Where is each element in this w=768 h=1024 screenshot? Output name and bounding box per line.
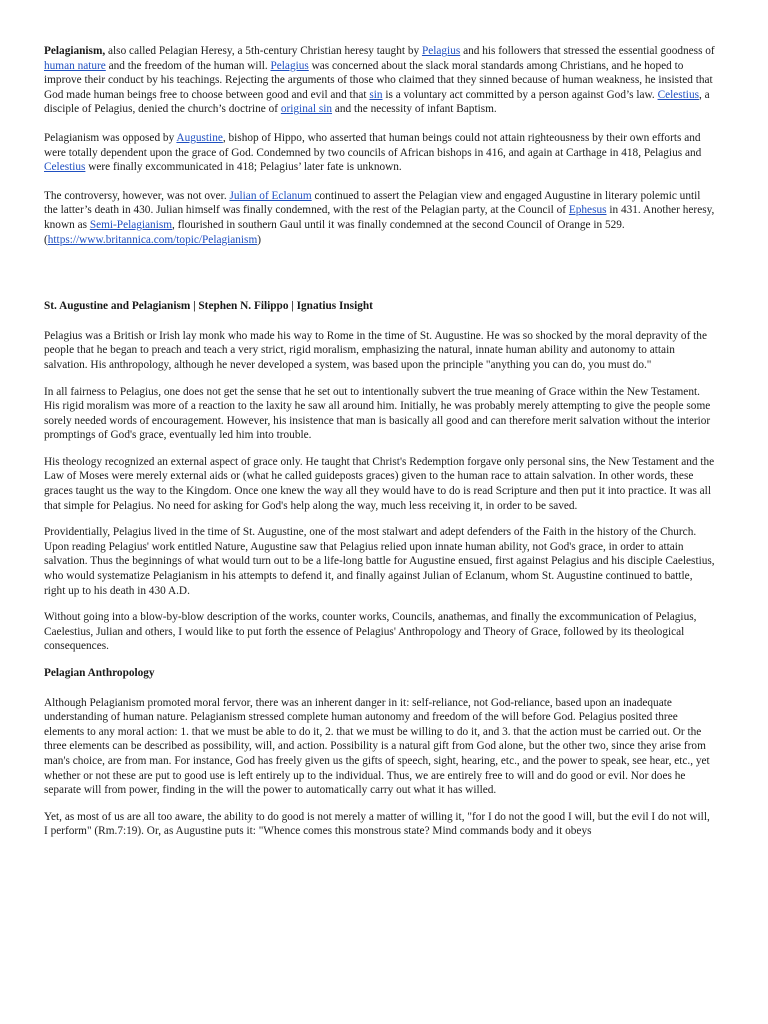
paragraph-filippo-3: His theology recognized an external aspect of grace only. He taught that Christ's Redemption forgave only personal sins, the New Testament and the Law of Moses were merely external aids or (what he called guideposts graces) given to the human race to attain salvation. In other words, these graces taught us the way to the Kingdom. Once one knew the way all they would have to do is read Scripture and then put it into practice. It was all that simple for Pelagius. No need for asking for God's help along the way, much less receiving it, in order to be saved. [44, 455, 715, 512]
text-segment: and his followers that stressed the essential goodness of [460, 45, 715, 57]
text-segment: The controversy, however, was not over. [44, 189, 230, 202]
paragraph-anthropology-1: Although Pelagianism promoted moral fervor, there was an inherent danger in it: self-reliance, not God-reliance, based upon an inadequate understanding of human nature. Pelagianism stressed complete human autonomy and freedom of the will before God. Pelagius posited three elements to any moral action: 1. that we must be able to do it, 2. that we must be willing to do it, and 3. that the action must be carried out. Or the three elements can be described as possibility, will, and action. Possibility is a natural gift from God alone, but the other two, since they arise from man's choice, are from man. For instance, God has freely given us the gifts of speech, sight, hearing, etc., and the power to speak, see hear, etc., yet whether or not these are put to good use is left entirely up to the individual. Thus, we are entirely free to will and do good or evil. Nor does he separate will from power, finding in the will the power to automatically carry out what it has willed. [44, 696, 710, 797]
paragraph-pelagianism-definition [44, 44, 716, 117]
section-heading-filippo: St. Augustine and Pelagianism | Stephen N. Filippo | Ignatius Insight [44, 300, 373, 313]
text-segment: also called Pelagian Heresy, a 5th-century Christian heresy taught by [105, 45, 422, 57]
text-segment: and the necessity of infant Baptism. [332, 103, 497, 116]
link-human-nature[interactable]: human nature [44, 59, 106, 72]
link-ephesus[interactable]: Ephesus [568, 204, 607, 217]
link-semi-pelagianism[interactable]: Semi-Pelagianism [89, 218, 173, 231]
section-heading-pelagian-anthropology: Pelagian Anthropology [44, 667, 155, 679]
section-spacer [44, 261, 716, 299]
link-celestius-2[interactable]: Celestius [44, 161, 86, 174]
text-segment: , flourished in southern Gaul until it was finally condemned at the second Council of Orange in 529. ( [44, 218, 625, 246]
text-segment: continued to assert the Pelagian view and engaged Augustine in literary polemic until the latter’s death in 430. Julian himself was finally condemned, with the rest of the Pelagian party, at the Council of [44, 189, 701, 217]
text-segment: ) [257, 233, 262, 246]
document-page [44, 44, 716, 851]
link-julian-of-eclanum[interactable]: Julian of Eclanum [229, 189, 312, 202]
paragraph-augustine-opposition [44, 131, 716, 175]
link-britannica-url[interactable]: https://www.britannica.com/topic/Pelagianism [47, 233, 258, 246]
term-pelagianism: Pelagianism, [44, 45, 106, 57]
text-segment: were finally excommunicated in 418; Pelagius’ later fate is unknown. [85, 161, 402, 174]
text-segment: in 431. Another heresy, known as [44, 204, 715, 231]
link-celestius[interactable]: Celestius [657, 88, 699, 101]
text-segment: and the freedom of the human will. [105, 59, 271, 72]
paragraph-filippo-1: Pelagius was a British or Irish lay monk who made his way to Rome in the time of St. Augustine. He was so shocked by the moral depravity of the people that he began to preach and teach a very strict, rigid moralism, emphasizing the natural, innate human ability and autonomy to attain salvation. His anthropology, although he never developed a system, was based upon the principle "anything you can do, you must do." [44, 329, 707, 371]
paragraph-filippo-5: Without going into a blow-by-blow description of the works, counter works, Councils, anathemas, and finally the excommunication of Pelagius, Caelestius, Julian and others, I would like to put forth the essence of Pelagius' Anthropology and Theory of Grace, followed by its theological consequences. [44, 611, 697, 653]
link-augustine[interactable]: Augustine [176, 131, 223, 144]
paragraph-anthropology-2: Yet, as most of us are all too aware, the ability to do good is not merely a matter of willing it, "for I do not the good I will, but the evil I do not will, I perform" (Rm.7:19). Or, as Augustine puts it: "Whence comes this monstrous state? Mind commands body and it obeys [44, 810, 710, 838]
link-pelagius[interactable]: Pelagius [421, 45, 461, 57]
link-original-sin[interactable]: original sin [280, 103, 333, 116]
link-pelagius-2[interactable]: Pelagius [270, 59, 309, 72]
paragraph-filippo-4: Providentially, Pelagius lived in the time of St. Augustine, one of the most stalwart and adept defenders of the Faith in the history of the Church. Upon reading Pelagius' work entitled Nature, Augustine saw that Pelagius relied upon innate human ability, not God's grace, in order to attain salvation. Thus the beginnings of what would turn out to be a life-long battle for Augustine ensued, first against Pelagius and his disciple Caelestius, who would systematize Pelagianism in his attempts to defend it, and finally against Julian of Eclanum, whom St. Augustine continued to battle, right up to his death in 430 A.D. [44, 526, 715, 597]
text-segment: Pelagianism was opposed by [44, 131, 177, 144]
paragraph-filippo-2: In all fairness to Pelagius, one does not get the sense that he set out to intentionally subvert the true meaning of Grace within the New Testament. His rigid moralism was more of a reaction to the laxity he saw all around him. Initially, he was probably merely attempting to give the people some sorely needed words of encouragement. However, his insistence that man is basically all good and can therefore merit salvation without the interior promptings of God's grace, eventually led him into trouble. [44, 385, 711, 442]
paragraph-controversy [44, 189, 716, 247]
text-segment: , a disciple of Pelagius, denied the church’s doctrine of [44, 88, 710, 116]
text-segment: , bishop of Hippo, who asserted that human beings could not attain righteousness by their own efforts and were totally dependent upon the grace of God. Condemned by two councils of African bishops in 416, and again at Carthage in 418, Pelagius and [44, 131, 702, 159]
link-sin[interactable]: sin [369, 88, 383, 101]
text-segment: is a voluntary act committed by a person against God’s law. [382, 88, 658, 101]
text-segment: was concerned about the slack moral standards among Christians, and he hoped to improve their conduct by his teachings. Rejecting the arguments of those who claimed that they sinned because of human weakness, he insisted that God made human beings free to choose between good and evil and that [44, 59, 713, 101]
